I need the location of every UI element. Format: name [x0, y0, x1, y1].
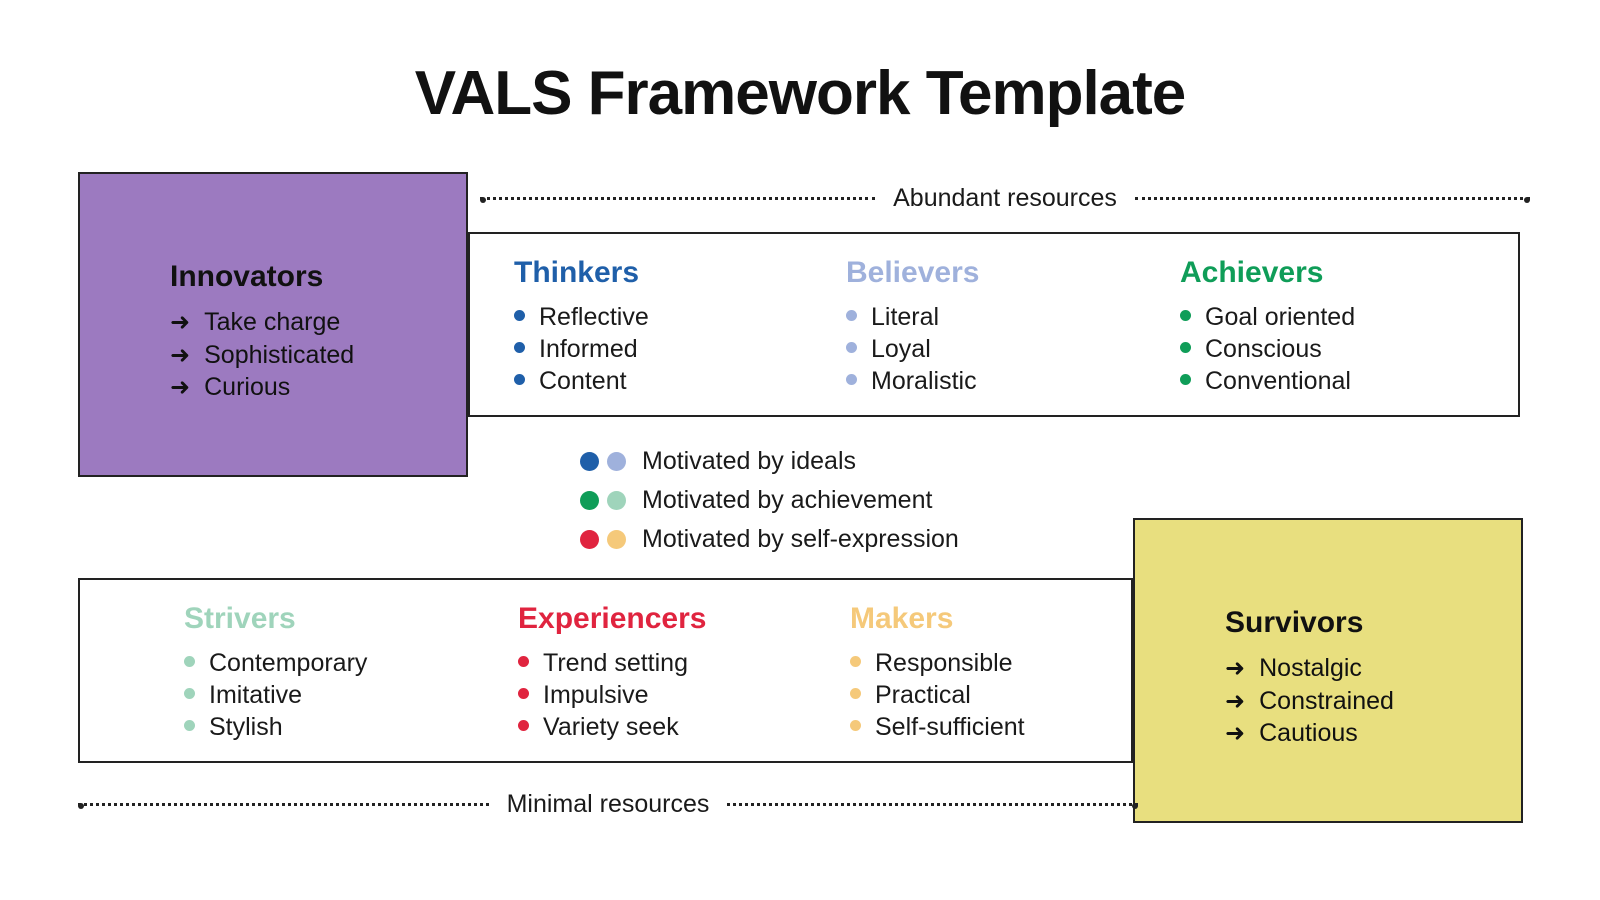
list-item: [514, 333, 649, 365]
segment-achievers[interactable]: [1180, 256, 1355, 397]
list-item: [1180, 333, 1355, 365]
bullet-dot-icon: [1180, 310, 1191, 321]
arrow-right-icon: ➜: [1225, 687, 1246, 715]
segment-makers-title: Makers: [850, 602, 954, 635]
list-item: [518, 711, 706, 743]
list-item: [514, 365, 649, 397]
segment-believers-traits: [846, 301, 979, 397]
legend-dot-primary-icon: [580, 530, 599, 549]
trait-label: Constrained: [1259, 686, 1394, 715]
legend-label: Motivated by achievement: [642, 486, 933, 514]
axis-leader-right: [727, 803, 1138, 807]
trait-label: Informed: [539, 335, 638, 363]
bullet-dot-icon: [1180, 374, 1191, 385]
bullet-dot-icon: [1180, 342, 1191, 353]
trait-label: Practical: [875, 681, 971, 709]
bullet-dot-icon: [518, 688, 529, 699]
trait-label: Content: [539, 367, 627, 395]
segment-achievers-traits: [1180, 301, 1355, 397]
segment-innovators-content: [170, 260, 354, 404]
legend-dots: [580, 491, 642, 510]
trait-label: Trend setting: [543, 649, 688, 677]
list-item: [850, 711, 1025, 743]
trait-label: Contemporary: [209, 649, 368, 677]
list-item: [170, 339, 354, 372]
segment-survivors-content: [1225, 606, 1394, 750]
trait-label: Cautious: [1259, 719, 1358, 747]
bullet-dot-icon: [184, 720, 195, 731]
segment-survivors[interactable]: [1133, 518, 1523, 823]
trait-label: Moralistic: [871, 367, 977, 395]
segment-experiencers[interactable]: [518, 602, 706, 743]
legend-dot-secondary-icon: [607, 452, 626, 471]
list-item: [1225, 652, 1394, 685]
segment-believers[interactable]: [846, 256, 979, 397]
segment-innovators-title: Innovators: [170, 260, 324, 293]
segment-thinkers[interactable]: [514, 256, 649, 397]
trait-label: Stylish: [209, 713, 283, 741]
bullet-dot-icon: [846, 310, 857, 321]
trait-label: Curious: [204, 373, 291, 401]
bullet-dot-icon: [846, 374, 857, 385]
trait-label: Self-sufficient: [875, 713, 1025, 741]
list-item: [846, 301, 979, 333]
list-item: [850, 647, 1025, 679]
arrow-right-icon: ➜: [170, 374, 191, 401]
axis-leader-right: [1135, 197, 1530, 201]
lower-resources-group: [78, 578, 1133, 763]
arrow-right-icon: ➜: [170, 309, 191, 336]
legend-label: Motivated by ideals: [642, 447, 857, 475]
arrow-right-icon: ➜: [1225, 720, 1246, 747]
page-title: VALS Framework Template: [414, 59, 1186, 128]
list-item: [850, 679, 1025, 711]
axis-leader-left: [480, 197, 875, 201]
bullet-dot-icon: [850, 720, 861, 731]
trait-label: Sophisticated: [204, 340, 355, 369]
legend-dot-secondary-icon: [607, 530, 626, 549]
bullet-dot-icon: [184, 656, 195, 667]
list-item: [1180, 365, 1355, 397]
segment-strivers-traits: [184, 647, 367, 743]
bullet-dot-icon: [518, 656, 529, 667]
segment-strivers[interactable]: [184, 602, 367, 743]
trait-label: Literal: [871, 303, 940, 331]
segment-survivors-title: Survivors: [1225, 606, 1364, 639]
trait-label: Responsible: [875, 649, 1013, 677]
segment-achievers-title: Achievers: [1180, 256, 1324, 289]
legend-dots: [580, 452, 642, 471]
list-item: [846, 333, 979, 365]
legend-label: Motivated by self-expression: [642, 525, 959, 553]
list-item: [1225, 685, 1394, 718]
list-item: [184, 647, 367, 679]
segment-thinkers-traits: [514, 301, 649, 397]
bullet-dot-icon: [850, 656, 861, 667]
trait-label: Reflective: [539, 303, 649, 331]
list-item: [170, 306, 354, 339]
list-item: [846, 365, 979, 397]
segment-experiencers-traits: [518, 647, 706, 743]
legend-dots: [580, 530, 642, 549]
trait-label: Variety seek: [543, 713, 679, 741]
list-item: [1225, 717, 1394, 750]
segment-makers-traits: [850, 647, 1025, 743]
trait-label: Impulsive: [543, 681, 649, 709]
segment-believers-title: Believers: [846, 256, 980, 289]
bullet-dot-icon: [518, 720, 529, 731]
trait-label: Loyal: [871, 335, 931, 363]
trait-label: Nostalgic: [1259, 654, 1362, 682]
bullet-dot-icon: [850, 688, 861, 699]
list-item: [514, 301, 649, 333]
legend-item-ideals: [580, 442, 959, 481]
list-item: [184, 679, 367, 711]
segment-experiencers-title: Experiencers: [518, 602, 707, 635]
legend-dot-primary-icon: [580, 491, 599, 510]
axis-bottom-label: Minimal resources: [506, 790, 710, 818]
segment-innovators-traits: [170, 306, 354, 404]
axis-minimal-resources: [78, 790, 1138, 819]
trait-label: Imitative: [209, 681, 303, 709]
trait-label: Goal oriented: [1205, 303, 1356, 331]
legend-item-self-expression: [580, 520, 959, 559]
segment-makers[interactable]: [850, 602, 1025, 743]
bullet-dot-icon: [846, 342, 857, 353]
trait-label: Conscious: [1205, 335, 1322, 363]
bullet-dot-icon: [184, 688, 195, 699]
axis-leader-left: [78, 803, 489, 807]
axis-abundant-resources: [480, 184, 1530, 213]
legend-dot-secondary-icon: [607, 491, 626, 510]
upper-resources-group: [468, 232, 1520, 417]
legend-item-achievement: [580, 481, 959, 520]
segment-survivors-traits: [1225, 652, 1394, 750]
bullet-dot-icon: [514, 374, 525, 385]
arrow-right-icon: ➜: [170, 341, 191, 369]
list-item: [170, 371, 354, 404]
arrow-right-icon: ➜: [1225, 655, 1246, 682]
bullet-dot-icon: [514, 342, 525, 353]
motivation-legend: [580, 442, 959, 559]
list-item: [184, 711, 367, 743]
list-item: [518, 679, 706, 711]
list-item: [518, 647, 706, 679]
list-item: [1180, 301, 1355, 333]
segment-strivers-title: Strivers: [184, 602, 296, 635]
trait-label: Take charge: [204, 308, 341, 336]
axis-top-label: Abundant resources: [893, 184, 1117, 212]
segment-thinkers-title: Thinkers: [514, 256, 640, 289]
legend-dot-primary-icon: [580, 452, 599, 471]
bullet-dot-icon: [514, 310, 525, 321]
trait-label: Conventional: [1205, 367, 1351, 395]
segment-innovators[interactable]: [78, 172, 468, 477]
